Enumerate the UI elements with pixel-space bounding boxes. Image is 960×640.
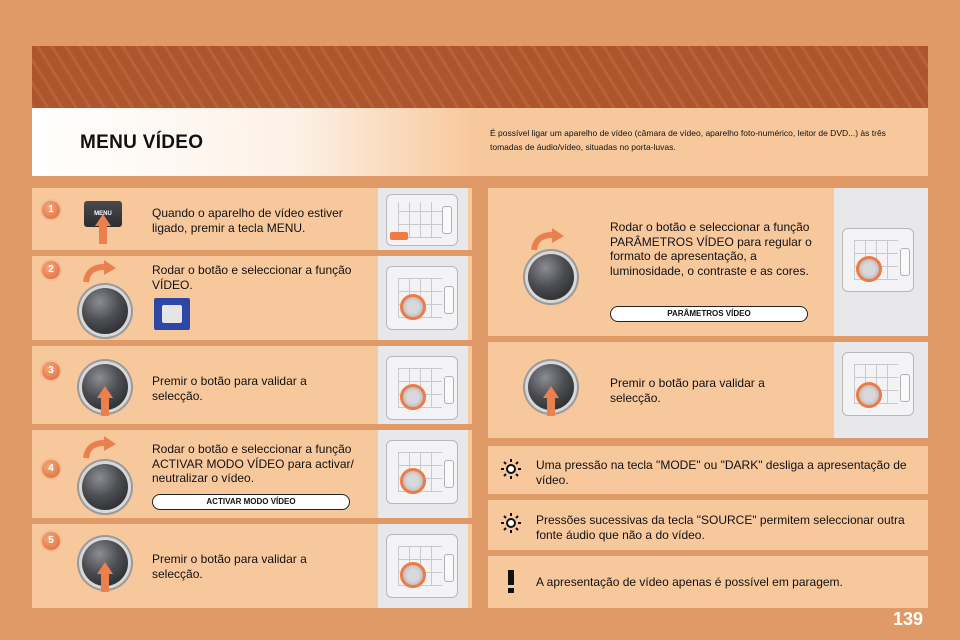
menu-key-icon: MENU xyxy=(84,201,122,227)
note-text: Uma pressão na tecla "MODE" ou "DARK" desliga a apresentação de vídeo. xyxy=(536,458,907,487)
step-number: 3 xyxy=(42,362,60,380)
press-arrow-icon xyxy=(97,386,113,416)
step-number: 4 xyxy=(42,460,60,478)
rotate-arrow-icon xyxy=(530,228,566,252)
press-arrow-icon xyxy=(97,562,113,592)
page-number: 139 xyxy=(893,609,924,629)
intro-text: É possível ligar um aparelho de vídeo (câmara de vídeo, aparelho foto-numérico, leitor de DVD...) às três tomadas de áudio/vídeo, situadas no porta-luvas. xyxy=(490,128,886,152)
sun-icon xyxy=(500,512,522,534)
step-text: Premir o botão para validar a selecção. xyxy=(610,376,765,405)
step-text: Rodar o botão e seleccionar a função ACTIVAR MODO VÍDEO para activar/ neutralizar o vídeo. xyxy=(152,442,354,485)
rotary-knob-icon xyxy=(82,288,128,334)
step-5-panel xyxy=(32,524,472,608)
video-function-icon xyxy=(154,298,190,330)
rotary-knob-icon xyxy=(528,254,574,300)
right-step-1-panel xyxy=(488,188,928,336)
step-text: Premir o botão para validar a selecção. xyxy=(152,552,307,581)
step-text: Premir o botão para validar a selecção. xyxy=(152,374,307,403)
warning-icon xyxy=(501,568,521,594)
control-panel-image xyxy=(834,188,928,336)
step-text: Rodar o botão e seleccionar a função PARÂMETROS VÍDEO para regular o formato de apresentação, a luminosidade, o contraste e as cores. xyxy=(610,220,812,278)
step-text: Rodar o botão e seleccionar a função VÍDEO. xyxy=(152,263,352,292)
step-4-panel xyxy=(32,430,472,518)
control-panel-image xyxy=(378,430,468,518)
sun-icon xyxy=(500,458,522,480)
rotate-arrow-icon xyxy=(82,436,118,460)
step-number: 2 xyxy=(42,261,60,279)
right-step-2-panel xyxy=(488,342,928,438)
step-3-panel xyxy=(32,346,472,424)
step-2-panel xyxy=(32,256,472,340)
control-panel-image xyxy=(378,524,468,608)
step-1-panel xyxy=(32,188,472,250)
step-text: Quando o aparelho de vídeo estiver ligado, premir a tecla MENU. xyxy=(152,206,343,235)
step-number: 5 xyxy=(42,532,60,550)
header-panel xyxy=(32,108,928,176)
rotary-knob-icon xyxy=(82,464,128,510)
control-panel-image xyxy=(378,346,468,424)
step-number: 1 xyxy=(42,201,60,219)
note-panel-mode xyxy=(488,446,928,494)
press-arrow-icon xyxy=(95,214,111,244)
note-text: Pressões sucessivas da tecla "SOURCE" permitem seleccionar outra fonte áudio que não a do vídeo. xyxy=(536,513,905,542)
rotate-arrow-icon xyxy=(82,260,118,284)
note-panel-warning xyxy=(488,556,928,608)
control-panel-image xyxy=(378,188,468,250)
control-panel-image xyxy=(378,256,468,340)
control-panel-image xyxy=(834,342,928,438)
menu-option-parametros-video: PARÂMETROS VÍDEO xyxy=(610,306,808,322)
menu-option-activar-modo-video: ACTIVAR MODO VÍDEO xyxy=(152,494,350,510)
note-panel-source xyxy=(488,500,928,550)
note-text: A apresentação de vídeo apenas é possível em paragem. xyxy=(536,575,843,589)
press-arrow-icon xyxy=(543,386,559,416)
page-title: MENU VÍDEO xyxy=(80,132,204,153)
menu-key-highlight xyxy=(390,232,408,240)
top-banner xyxy=(32,46,928,108)
